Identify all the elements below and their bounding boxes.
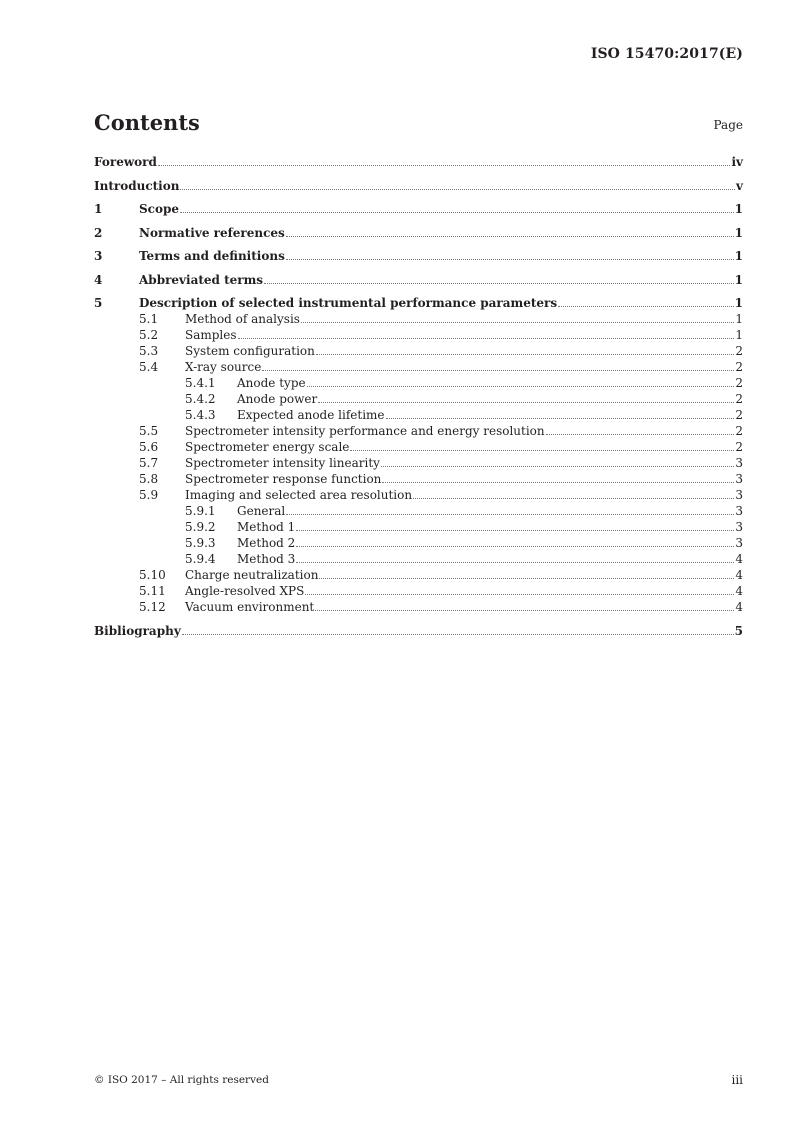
dot-leader <box>546 434 735 435</box>
toc-entry-label: Spectrometer response function <box>185 472 382 486</box>
dot-leader <box>296 530 734 531</box>
toc-entry-page: 3 <box>735 536 743 550</box>
toc-entry-number: 2 <box>94 225 103 240</box>
dot-leader <box>315 610 734 611</box>
toc-entry-number: 5.9.2 <box>185 520 216 534</box>
toc-entry-number: 1 <box>94 202 103 216</box>
toc-entry-number: 5.8 <box>139 472 159 486</box>
dot-leader <box>386 418 735 419</box>
toc-entry-method-of-analysis[interactable] <box>94 311 743 327</box>
toc-entry-x-ray-source[interactable] <box>94 359 743 375</box>
toc-entry-number: 5 <box>94 296 103 310</box>
toc-entry-page: 2 <box>735 344 743 358</box>
toc-entry-label: Spectrometer energy scale <box>185 440 350 454</box>
toc-entry-label: Introduction <box>94 178 180 193</box>
toc-entry-energy-scale[interactable] <box>94 439 743 455</box>
toc-entry-label: Abbreviated terms <box>139 272 264 287</box>
toc-entry-label: Imaging and selected area resolution <box>185 488 413 502</box>
toc-entry-page: 3 <box>735 488 743 502</box>
toc-entry-number: 5.4.2 <box>185 392 216 406</box>
toc-entry-label: Description of selected instrumental performance parameters <box>139 296 558 310</box>
dot-leader <box>286 259 734 260</box>
toc-entry-label: Method 3 <box>237 552 296 566</box>
toc-entry-label: Anode power <box>237 392 318 406</box>
toc-entry-label: Spectrometer intensity performance and energy resolution <box>185 424 545 438</box>
toc-entry-number: 5.5 <box>139 424 159 438</box>
toc-entry-label: Charge neutralization <box>185 568 319 582</box>
toc-entry-page: 1 <box>734 225 743 240</box>
toc-entry-label: Method 2 <box>237 536 296 550</box>
toc-entry-number: 5.12 <box>139 600 166 614</box>
toc-entry-page: 2 <box>735 408 743 422</box>
toc-entry-scope[interactable] <box>94 201 743 217</box>
toc-entry-number: 5.4.3 <box>185 408 216 422</box>
toc-entry-page: 1 <box>734 202 743 216</box>
dot-leader <box>382 482 734 483</box>
toc-entry-label: Scope <box>139 202 180 216</box>
toc-entry-page: 2 <box>735 360 743 374</box>
toc-entry-label: Samples <box>185 328 237 342</box>
toc-entry-number: 5.10 <box>139 568 166 582</box>
toc-entry-system-configuration[interactable] <box>94 343 743 359</box>
toc-entry-label: X-ray source <box>185 360 262 374</box>
footer-copyright: © ISO 2017 – All rights reserved <box>94 1074 269 1086</box>
toc-entry-page: 3 <box>735 504 743 518</box>
toc-entry-label: Foreword <box>94 155 157 169</box>
toc-entry-page: 1 <box>735 328 743 342</box>
dot-leader <box>182 634 734 635</box>
toc-entry-page: 4 <box>735 600 743 614</box>
toc-entry-angle-resolved-xps[interactable] <box>94 583 743 599</box>
dot-leader <box>286 514 734 515</box>
toc-entry-number: 5.6 <box>139 440 159 454</box>
toc-entry-intensity-performance[interactable] <box>94 423 743 439</box>
dot-leader <box>296 562 734 563</box>
toc-entry-general[interactable] <box>94 503 743 519</box>
toc-entry-label: Terms and definitions <box>139 249 285 263</box>
toc-entry-description[interactable] <box>94 295 743 311</box>
dot-leader <box>305 594 734 595</box>
toc-entry-page: 3 <box>735 520 743 534</box>
toc-entry-label: Anode type <box>237 376 306 390</box>
toc-entry-normative-references[interactable] <box>94 225 743 241</box>
toc-entry-label: Spectrometer intensity linearity <box>185 456 380 470</box>
toc-entry-introduction[interactable] <box>94 178 743 194</box>
toc-entry-page: 4 <box>735 584 743 598</box>
toc-entry-number: 5.7 <box>139 456 159 470</box>
dot-leader <box>318 402 734 403</box>
toc-entry-page: v <box>736 178 743 193</box>
toc-entry-foreword[interactable] <box>94 154 743 170</box>
dot-leader <box>296 546 734 547</box>
toc-entry-terms-and-definitions[interactable] <box>94 248 743 264</box>
toc-entry-label: General <box>237 504 286 518</box>
toc-entry-number: 5.3 <box>139 344 159 358</box>
toc-entry-page: 5 <box>734 623 743 638</box>
toc-entry-page: 1 <box>734 249 743 263</box>
toc-entry-label: Vacuum environment <box>185 600 315 614</box>
toc-entry-number: 5.1 <box>139 312 159 326</box>
toc-entry-page: 1 <box>734 272 743 287</box>
toc-entry-page: 1 <box>735 312 743 326</box>
toc-entry-label: Bibliography <box>94 623 181 638</box>
toc-entry-method-2[interactable] <box>94 535 743 551</box>
toc-entry-anode-power[interactable] <box>94 391 743 407</box>
toc-entry-page: iv <box>731 155 743 169</box>
toc-entry-abbreviated-terms[interactable] <box>94 272 743 288</box>
toc-entry-page: 4 <box>735 552 743 566</box>
toc-entry-label: Normative references <box>139 225 285 240</box>
toc-entry-label: System configuration <box>185 344 315 358</box>
page-column-label: Page <box>713 118 743 132</box>
dot-leader <box>286 236 734 237</box>
toc-entry-page: 2 <box>735 376 743 390</box>
dot-leader <box>350 450 734 451</box>
dot-leader <box>413 498 734 499</box>
dot-leader <box>558 306 734 307</box>
document-id: ISO 15470:2017(E) <box>590 46 743 62</box>
toc-entry-label: Method of analysis <box>185 312 300 326</box>
toc-entry-anode-type[interactable] <box>94 375 743 391</box>
toc-entry-imaging[interactable] <box>94 487 743 503</box>
toc-entry-page: 1 <box>734 296 743 310</box>
toc-entry-label: Angle-resolved XPS <box>185 584 305 598</box>
toc-entry-method-3[interactable] <box>94 551 743 567</box>
dot-leader <box>319 578 734 579</box>
toc-entry-number: 5.9.4 <box>185 552 216 566</box>
toc-entry-charge-neutralization[interactable] <box>94 567 743 583</box>
toc-entry-number: 4 <box>94 272 103 287</box>
toc-entry-samples[interactable] <box>94 327 743 343</box>
toc-entry-page: 4 <box>735 568 743 582</box>
footer-page-number: iii <box>731 1073 743 1087</box>
toc-entry-intensity-linearity[interactable] <box>94 455 743 471</box>
toc-entry-label: Method 1 <box>237 520 296 534</box>
toc-entry-number: 5.9.3 <box>185 536 216 550</box>
toc-entry-page: 3 <box>735 456 743 470</box>
toc-entry-number: 5.11 <box>139 584 166 598</box>
dot-leader <box>307 386 735 387</box>
toc-entry-page: 2 <box>735 424 743 438</box>
dot-leader <box>316 354 734 355</box>
dot-leader <box>238 338 735 339</box>
toc-entry-number: 5.2 <box>139 328 159 342</box>
table-of-contents <box>94 154 743 646</box>
toc-entry-page: 3 <box>735 472 743 486</box>
toc-entry-number: 5.4 <box>139 360 159 374</box>
toc-entry-number: 3 <box>94 249 103 263</box>
dot-leader <box>301 322 734 323</box>
toc-entry-label: Expected anode lifetime <box>237 408 385 422</box>
dot-leader <box>262 370 734 371</box>
toc-entry-vacuum-environment[interactable] <box>94 599 743 615</box>
dot-leader <box>180 189 735 190</box>
dot-leader <box>158 165 731 166</box>
dot-leader <box>381 466 734 467</box>
toc-entry-page: 2 <box>735 392 743 406</box>
page-title: Contents <box>94 110 200 135</box>
toc-entry-bibliography[interactable] <box>94 623 743 639</box>
dot-leader <box>264 283 734 284</box>
toc-entry-page: 2 <box>735 440 743 454</box>
toc-entry-expected-anode-lifetime[interactable] <box>94 407 743 423</box>
toc-entry-response-function[interactable] <box>94 471 743 487</box>
toc-entry-number: 5.9.1 <box>185 504 216 518</box>
toc-entry-number: 5.9 <box>139 488 159 502</box>
toc-entry-number: 5.4.1 <box>185 376 216 390</box>
dot-leader <box>180 212 734 213</box>
toc-entry-method-1[interactable] <box>94 519 743 535</box>
